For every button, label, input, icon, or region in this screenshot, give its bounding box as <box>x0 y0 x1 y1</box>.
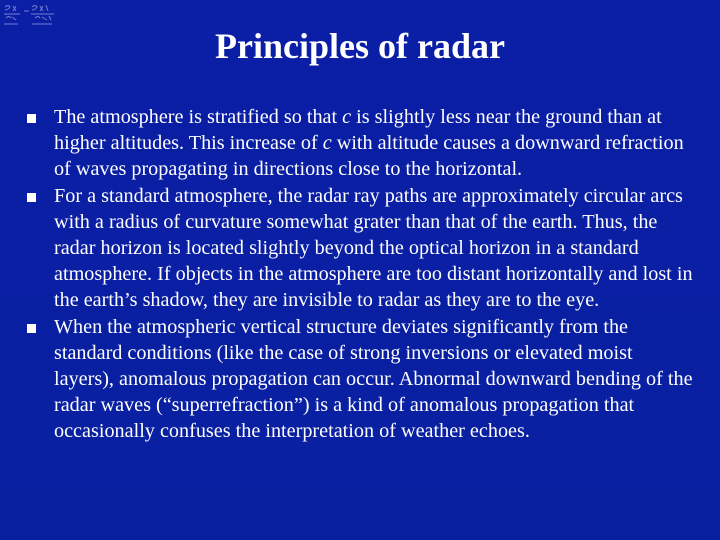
bullet-text: For a standard atmosphere, the radar ray paths are approximately circular arcs with a radius of curvature somewhat grater than that of the earth. Thus, the radar horizon is located slightly beyond the optical horizon in a standard atmosphere. If objects in the atmosphere are too distant horizontally and lost in the earth’s shadow, they are invisible to radar as they are to the eye. <box>54 184 693 312</box>
bullet-list <box>24 104 694 445</box>
square-bullet-icon <box>27 324 36 333</box>
square-bullet-icon <box>27 193 36 202</box>
bullet-text: The atmosphere is stratified so that c is slightly less near the ground than at higher altitudes. This increase of c with altitude causes a downward refraction of waves propagating in directions close to the horizontal. <box>54 106 684 181</box>
bullet-item <box>24 104 694 183</box>
square-bullet-icon <box>27 114 36 123</box>
bullet-text: When the atmospheric vertical structure deviates significantly from the standard conditions (like the case of strong inversions or elevated moist layers), anomalous propagation can occur. Abnormal downward bending of the radar waves (“superrefraction”) is a kind of anomalous propagation that occasionally confuses the interpretation of weather echoes. <box>54 315 693 443</box>
slide-title: Principles of radar <box>215 26 505 66</box>
bullet-item <box>24 183 694 314</box>
bullet-item <box>24 314 694 445</box>
